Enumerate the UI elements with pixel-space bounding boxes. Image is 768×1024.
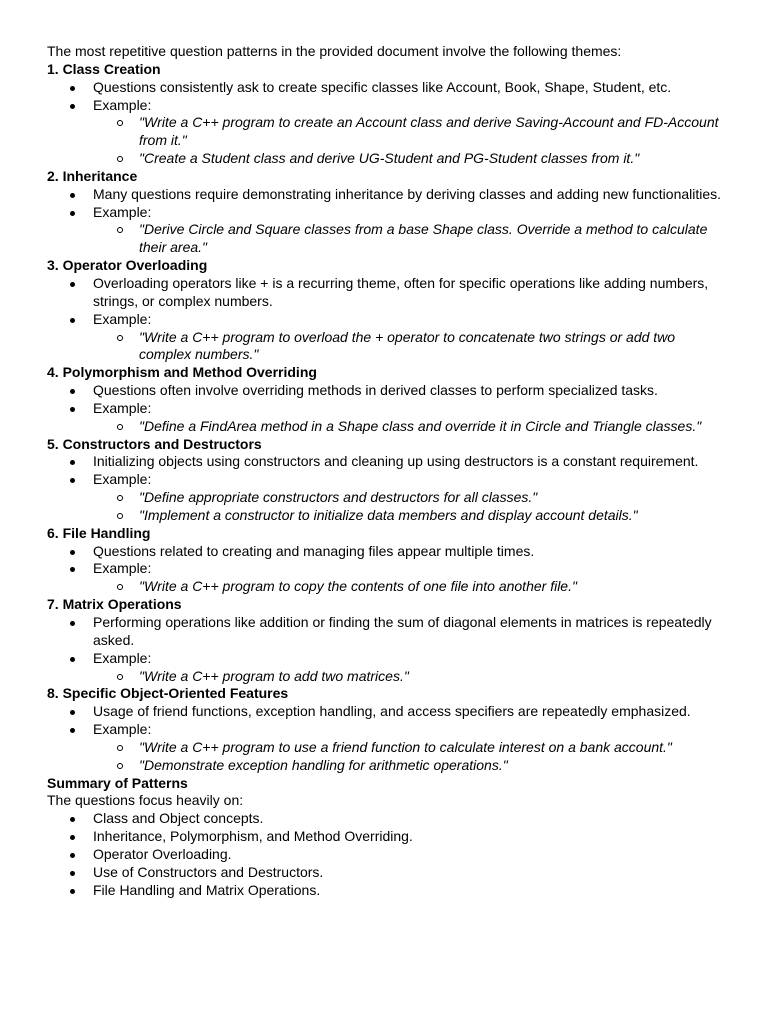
section-bullets xyxy=(47,275,727,364)
bullet-item-example xyxy=(47,400,727,436)
section-heading: 1. Class Creation xyxy=(47,60,161,77)
bullet-item: Many questions require demonstrating inheritance by deriving classes and adding new functionalities. xyxy=(47,186,727,204)
example-item: "Write a C++ program to copy the contents of one file into another file." xyxy=(93,578,727,596)
bullet-item: Questions related to creating and managing files appear multiple times. xyxy=(47,543,727,561)
example-item: "Demonstrate exception handling for arithmetic operations." xyxy=(93,757,727,775)
section-bullets xyxy=(47,703,727,774)
section-oop-features xyxy=(47,685,727,774)
example-label: Example: xyxy=(93,649,152,666)
example-list xyxy=(93,329,727,365)
summary-item: Inheritance, Polymorphism, and Method Overriding. xyxy=(47,828,727,846)
example-item: "Create a Student class and derive UG-Student and PG-Student classes from it." xyxy=(93,150,727,168)
section-summary xyxy=(47,775,727,900)
bullet-item: Usage of friend functions, exception handling, and access specifiers are repeatedly emphasized. xyxy=(47,703,727,721)
example-label: Example: xyxy=(93,310,152,327)
bullet-item-example xyxy=(47,650,727,686)
example-label: Example: xyxy=(93,203,152,220)
section-bullets xyxy=(47,186,727,257)
example-list xyxy=(93,578,727,596)
example-list xyxy=(93,114,727,168)
summary-item: Class and Object concepts. xyxy=(47,810,727,828)
summary-item: Use of Constructors and Destructors. xyxy=(47,864,727,882)
bullet-item: Initializing objects using constructors and cleaning up using destructors is a constant requirement. xyxy=(47,453,727,471)
bullet-item: Performing operations like addition or finding the sum of diagonal elements in matrices is repeatedly asked. xyxy=(47,614,727,650)
bullet-item: Overloading operators like + is a recurring theme, often for specific operations like adding numbers, strings, or complex numbers. xyxy=(47,275,727,311)
example-item: "Write a C++ program to overload the + operator to concatenate two strings or add two complex numbers." xyxy=(93,329,727,365)
example-label: Example: xyxy=(93,96,152,113)
example-label: Example: xyxy=(93,560,152,577)
section-matrix-operations xyxy=(47,596,727,685)
section-heading: 2. Inheritance xyxy=(47,167,138,184)
intro-text: The most repetitive question patterns in the provided document involve the following themes: xyxy=(47,43,622,59)
section-constructors-destructors xyxy=(47,436,727,525)
bullet-item-example xyxy=(47,204,727,258)
section-bullets xyxy=(47,382,727,436)
example-list xyxy=(93,739,727,775)
section-bullets xyxy=(47,79,727,168)
example-item: "Derive Circle and Square classes from a base Shape class. Override a method to calculate their area." xyxy=(93,221,727,257)
section-bullets xyxy=(47,543,727,597)
section-heading: 8. Specific Object-Oriented Features xyxy=(47,685,289,702)
example-list xyxy=(93,668,727,686)
bullet-item: Questions often involve overriding methods in derived classes to perform specialized tasks. xyxy=(47,382,727,400)
summary-item: Operator Overloading. xyxy=(47,846,727,864)
section-file-handling xyxy=(47,525,727,596)
section-inheritance xyxy=(47,168,727,257)
example-item: "Write a C++ program to use a friend function to calculate interest on a bank account." xyxy=(93,739,727,757)
bullet-item-example xyxy=(47,560,727,596)
section-heading: 3. Operator Overloading xyxy=(47,257,208,274)
section-heading: 7. Matrix Operations xyxy=(47,596,182,613)
section-class-creation xyxy=(47,61,727,168)
section-polymorphism xyxy=(47,364,727,435)
example-label: Example: xyxy=(93,721,152,738)
summary-heading: Summary of Patterns xyxy=(47,774,188,791)
section-bullets xyxy=(47,614,727,685)
summary-list xyxy=(47,810,727,899)
section-operator-overloading xyxy=(47,257,727,364)
bullet-item-example xyxy=(47,311,727,365)
example-item: "Define appropriate constructors and destructors for all classes." xyxy=(93,489,727,507)
section-heading: 5. Constructors and Destructors xyxy=(47,435,262,452)
example-list xyxy=(93,221,727,257)
bullet-item-example xyxy=(47,721,727,775)
section-bullets xyxy=(47,453,727,524)
example-list xyxy=(93,489,727,525)
example-label: Example: xyxy=(93,471,152,488)
example-item: "Define a FindArea method in a Shape class and override it in Circle and Triangle classes." xyxy=(93,418,727,436)
example-item: "Write a C++ program to create an Account class and derive Saving-Account and FD-Account from it." xyxy=(93,114,727,150)
bullet-item-example xyxy=(47,471,727,525)
section-heading: 6. File Handling xyxy=(47,524,151,541)
summary-intro: The questions focus heavily on: xyxy=(47,792,244,809)
summary-item: File Handling and Matrix Operations. xyxy=(47,882,727,900)
bullet-item: Questions consistently ask to create specific classes like Account, Book, Shape, Student, etc. xyxy=(47,79,727,97)
example-item: "Write a C++ program to add two matrices." xyxy=(93,668,727,686)
document-content xyxy=(47,43,727,900)
section-heading: 4. Polymorphism and Method Overriding xyxy=(47,364,317,381)
example-list xyxy=(93,418,727,436)
example-item: "Implement a constructor to initialize data members and display account details." xyxy=(93,507,727,525)
bullet-item-example xyxy=(47,97,727,168)
example-label: Example: xyxy=(93,399,152,416)
